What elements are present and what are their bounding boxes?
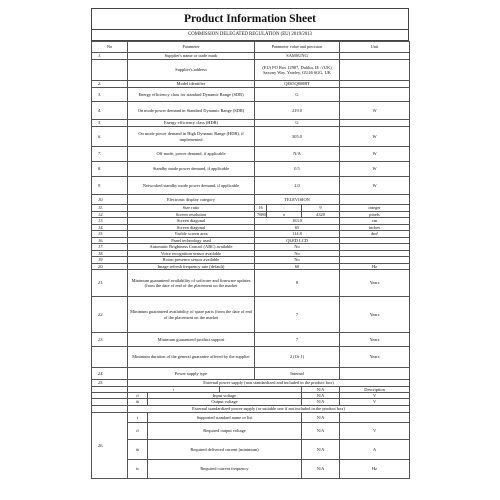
table-row: 19. Room presence sensor available No [92, 257, 410, 264]
header-unit: Unit [340, 42, 410, 53]
table-row: 6. On mode power demand in High Dynamic Range (HDR), if implemented 305.0 W [92, 127, 410, 147]
table-row: 8. Standby mode power demand, if applicable 0.5 W [92, 162, 410, 177]
table-row: ii Input voltage N/A V [92, 393, 410, 399]
table-row: 5. Energy efficiency class (HDR) G [92, 120, 410, 127]
table-row: 2. Model identifier QE65Q800BT [92, 81, 410, 88]
table-row: 17. Automatic Brightness Control (ABC) available No [92, 244, 410, 251]
table-row: 3. Energy efficiency class for standard Dynamic Range (SDR) G [92, 88, 410, 102]
header-parameter: Parameter [128, 42, 255, 53]
table-row: 7. Off mode, power demand, if applicable N/A W [92, 147, 410, 162]
table-row: Minimum duration of the general guarantee offered by the supplier 2 (Or 1) Years [92, 347, 410, 368]
table-row: 25. External power supply (non standardized and included in the product box) [92, 380, 410, 387]
table-row: 13. Screen diagonal 163.0 cm [92, 218, 410, 225]
regulation-heading: COMMISSION DELEGATED REGULATION (EU) 2019/2013 [91, 30, 409, 41]
table-row: 16. Panel technology used QLED LCD [92, 237, 410, 244]
parameter-table [91, 41, 410, 479]
table-row: iii Output voltage N/A V [92, 399, 410, 405]
table-row: 4. On mode power demand in Standard Dynamic Range (SDR) 219.0 W [92, 102, 410, 120]
table-row: 26. i Supported standard name or list N/A [92, 412, 410, 422]
table-row: Supplier's address (EU) PO Box 12987, Dublin, IE / (UK) Saxony Way, Yateley, GU46 6GG, UK [92, 60, 410, 81]
table-row: 24. Power supply type Internal [92, 368, 410, 380]
table-row: 1. Supplier's name or trade mark SAMSUNG [92, 53, 410, 60]
table-row: iv Required current frequency N/A Hz [92, 459, 410, 478]
table-row: i N/A Description [92, 387, 410, 393]
table-row: 18. Voice recognition sensor available No [92, 250, 410, 257]
table-row: 23. Minimum guaranteed product support 7 Years [92, 333, 410, 347]
table-row: iii Required delivered current (minimum) N/A A [92, 439, 410, 459]
sheet-title: Product Information Sheet [91, 8, 409, 30]
table-row: 11. Size ratio 16 : 9 integer [92, 205, 410, 212]
table-row: 21. Minimum guaranteed availability of software and firmware updates (from the date of end of the placement on the market 8 Years [92, 270, 410, 297]
table-row: 10. Electronic display category TELEVISION [92, 195, 410, 205]
table-row: 20. Image refresh frequency rate (default) 60 Hz [92, 263, 410, 270]
header-value: Parameter value and precision [255, 42, 340, 53]
table-row: 12. Screen resolution 7680 x 4320 pixels [92, 211, 410, 218]
table-row: 9. Networked standby mode power demand, if applicable 2.0 W [92, 177, 410, 195]
table-row: 15. Visible screen area 114.8 dm² [92, 231, 410, 238]
header-no: No [92, 42, 128, 53]
table-header-row [92, 42, 410, 53]
product-information-sheet [91, 8, 409, 496]
table-row: 14. Screen diagonal 65 inches [92, 224, 410, 231]
table-row: 22. Minimum guaranteed availability of spare parts (from the date of end of the placement on the market 7 Years [92, 297, 410, 333]
table-row: External standardized power supply (or suitable one if not included in the product box) [92, 405, 410, 412]
table-row: ii Required output voltage N/A V [92, 422, 410, 439]
